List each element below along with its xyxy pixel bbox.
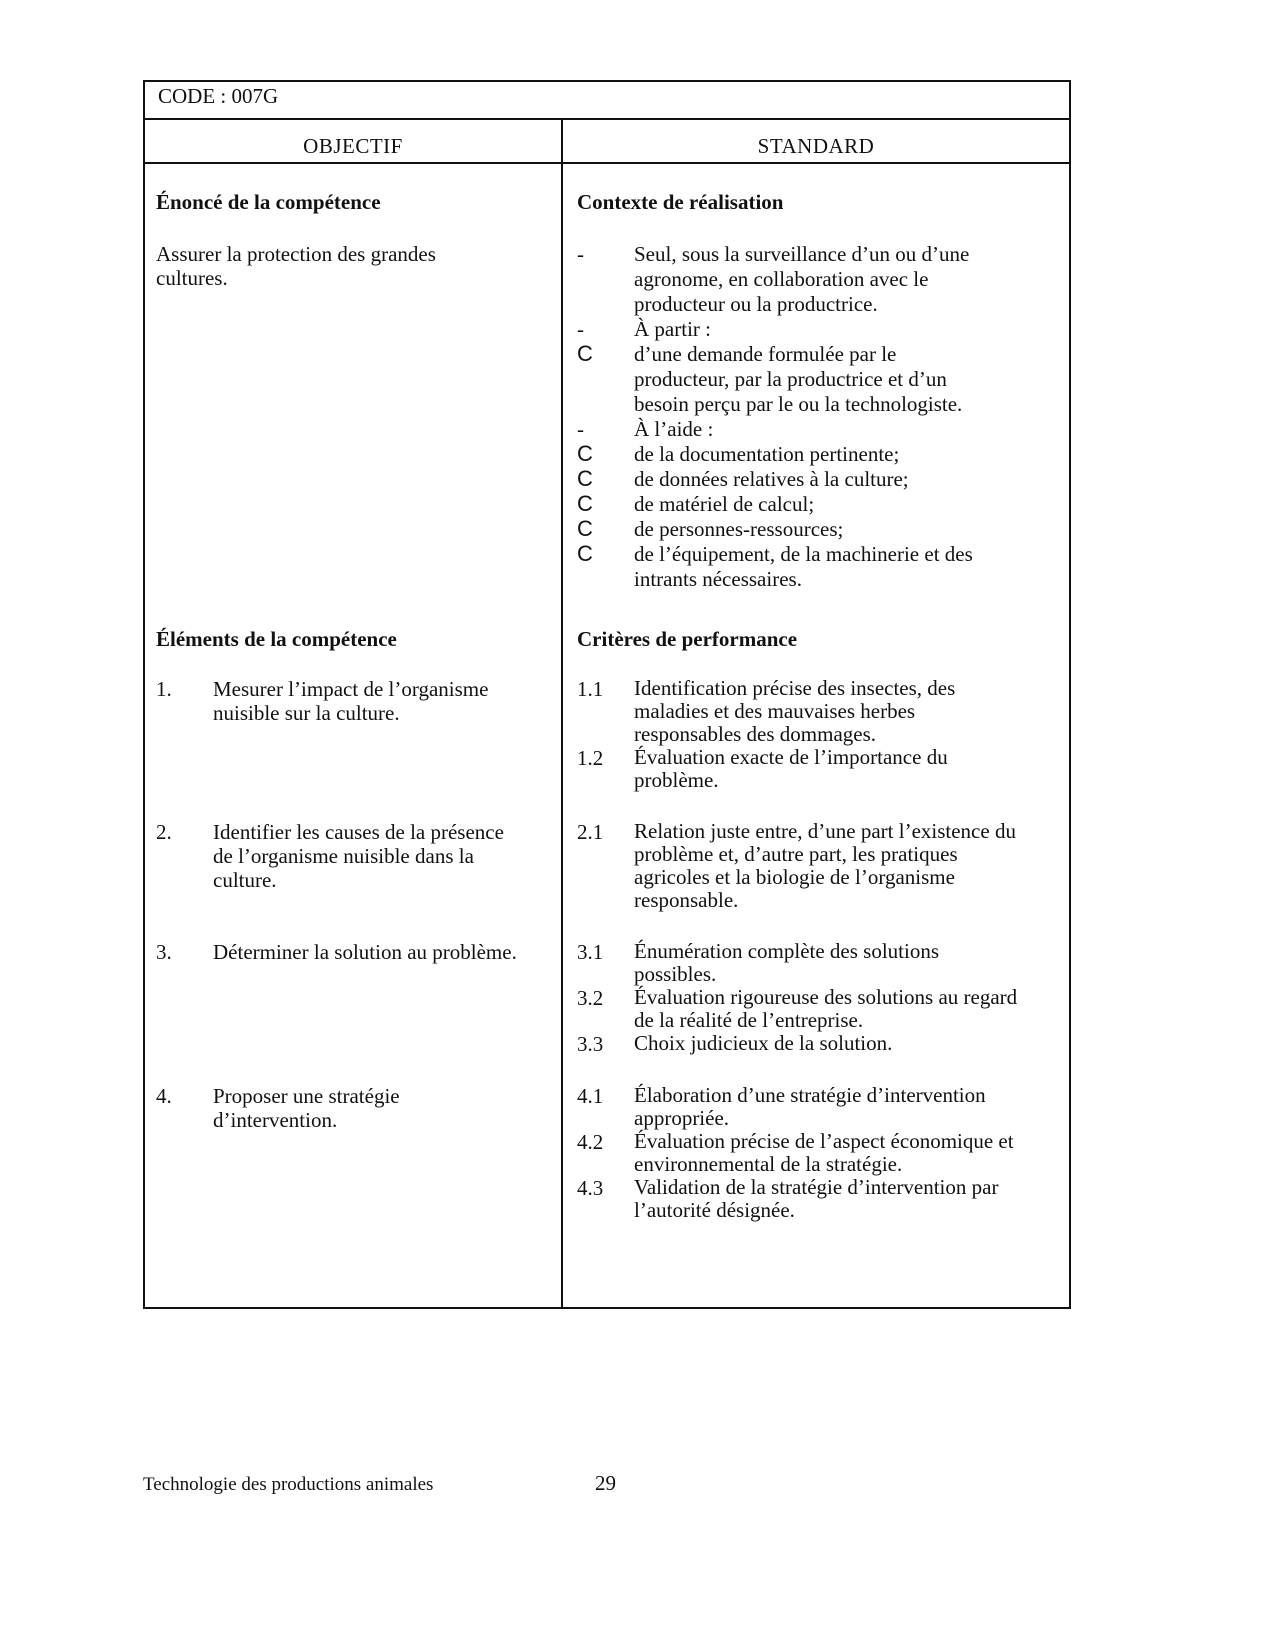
criteres-group-1 [577, 677, 1047, 792]
text-line: de l’équipement, de la machinerie et des [634, 542, 973, 566]
code-label: CODE : 007G [158, 84, 279, 108]
competency-table [143, 80, 1071, 1309]
text-line: intrants nécessaires. [634, 567, 802, 591]
text-line: culture. [213, 868, 277, 892]
contexte-heading: Contexte de réalisation [577, 190, 784, 214]
text-line: possibles. [634, 962, 717, 986]
critere-text [634, 820, 1016, 912]
text-line: agronome, en collaboration avec le [634, 267, 929, 291]
text-line: Proposer une stratégie [213, 1084, 400, 1108]
critere-number: 4.1 [577, 1084, 604, 1108]
element-number: 4. [156, 1084, 172, 1108]
objectif-header: OBJECTIF [303, 134, 403, 158]
critere-item [577, 677, 1047, 746]
bullet-marker: C [577, 541, 593, 566]
text-line: besoin perçu par le ou la technologiste. [634, 392, 963, 416]
critere-number: 2.1 [577, 820, 604, 844]
contexte-line [577, 517, 1047, 542]
critere-number: 4.2 [577, 1130, 604, 1154]
critere-number: 1.1 [577, 677, 604, 701]
criteres-heading: Critères de performance [577, 627, 798, 651]
text-line: de la réalité de l’entreprise. [634, 1008, 864, 1032]
text-line: responsables des dommages. [634, 722, 877, 746]
text-line: producteur, par la productrice et d’un [634, 367, 947, 391]
contexte-line [577, 292, 1047, 317]
text-line: agricoles et la biologie de l’organisme [634, 865, 955, 889]
text-line: Identification précise des insectes, des [634, 676, 956, 700]
text-line: de données relatives à la culture; [634, 467, 909, 491]
text-line: Mesurer l’impact de l’organisme [213, 677, 489, 701]
text-line: Évaluation rigoureuse des solutions au regard [634, 985, 1018, 1009]
text-line: Seul, sous la surveillance d’un ou d’une [634, 242, 970, 266]
text-line: nuisible sur la culture. [213, 701, 400, 725]
text-line: de personnes-ressources; [634, 517, 844, 541]
text-line: problème. [634, 768, 719, 792]
text-line: À partir : [634, 317, 711, 341]
critere-item [577, 820, 1047, 912]
element-number: 3. [156, 940, 172, 964]
contexte-line [577, 542, 1047, 567]
text-line: Élaboration d’une stratégie d’intervention [634, 1083, 986, 1107]
critere-number: 3.3 [577, 1032, 604, 1056]
elements-heading: Éléments de la compétence [156, 627, 397, 651]
dash-marker: - [577, 317, 584, 341]
element-number: 2. [156, 820, 172, 844]
critere-text [634, 1032, 892, 1055]
text-line: de matériel de calcul; [634, 492, 815, 516]
bullet-marker: C [577, 341, 593, 366]
bullet-marker: C [577, 516, 593, 541]
critere-item [577, 1084, 1047, 1130]
text-line: À l’aide : [634, 417, 714, 441]
contexte-line [577, 317, 1047, 342]
critere-text [634, 986, 1017, 1032]
critere-text [634, 1176, 998, 1222]
text-line: appropriée. [634, 1106, 730, 1130]
criteres-group-2 [577, 820, 1047, 912]
text-line: d’une demande formulée par le [634, 342, 897, 366]
contexte-line [577, 492, 1047, 517]
contexte-line [577, 242, 1047, 267]
critere-number: 1.2 [577, 746, 604, 770]
bullet-marker: C [577, 491, 593, 516]
contexte-line [577, 267, 1047, 292]
critere-item [577, 986, 1047, 1032]
dash-marker: - [577, 417, 584, 441]
critere-text [634, 1130, 1014, 1176]
contexte-line [577, 367, 1047, 392]
critere-item [577, 1130, 1047, 1176]
footer-title: Technologie des productions animales [143, 1474, 434, 1495]
critere-item [577, 1032, 1047, 1055]
enonce-text [156, 242, 556, 290]
contexte-line [577, 417, 1047, 442]
contexte-line [577, 442, 1047, 467]
text-line: Validation de la stratégie d’intervention par [634, 1175, 999, 1199]
contexte-list [577, 242, 1047, 591]
critere-text [634, 746, 948, 792]
divider [145, 162, 1069, 164]
divider [145, 118, 1069, 120]
text-line: de l’organisme nuisible dans la [213, 844, 474, 868]
text-line: Évaluation précise de l’aspect économique et [634, 1129, 1014, 1153]
text-line: Déterminer la solution au problème. [213, 940, 517, 964]
text-line: problème et, d’autre part, les pratiques [634, 842, 958, 866]
element-number: 1. [156, 677, 172, 701]
contexte-line [577, 342, 1047, 367]
text-line: cultures. [156, 266, 228, 290]
page-number: 29 [595, 1471, 616, 1495]
criteres-group-3 [577, 940, 1047, 1055]
text-line: Énumération complète des solutions [634, 939, 940, 963]
bullet-marker: C [577, 466, 593, 491]
critere-number: 3.1 [577, 940, 604, 964]
standard-header: STANDARD [757, 134, 875, 158]
critere-text [634, 940, 939, 986]
text-line: environnemental de la stratégie. [634, 1152, 903, 1176]
critere-item [577, 1176, 1047, 1222]
text-line: l’autorité désignée. [634, 1198, 795, 1222]
critere-item [577, 746, 1047, 792]
contexte-line [577, 392, 1047, 417]
text-line: Assurer la protection des grandes [156, 242, 436, 266]
text-line: Choix judicieux de la solution. [634, 1031, 893, 1055]
column-divider [561, 120, 563, 1307]
text-line: responsable. [634, 888, 739, 912]
critere-number: 3.2 [577, 986, 604, 1010]
contexte-line [577, 567, 1047, 592]
text-line: producteur ou la productrice. [634, 292, 878, 316]
critere-text [634, 1084, 986, 1130]
text-line: Évaluation exacte de l’importance du [634, 745, 948, 769]
critere-text [634, 677, 955, 746]
critere-number: 4.3 [577, 1176, 604, 1200]
critere-item [577, 940, 1047, 986]
dash-marker: - [577, 242, 584, 266]
text-line: maladies et des mauvaises herbes [634, 699, 916, 723]
text-line: d’intervention. [213, 1108, 338, 1132]
enonce-heading: Énoncé de la compétence [156, 190, 381, 214]
text-line: Identifier les causes de la présence [213, 820, 504, 844]
text-line: Relation juste entre, d’une part l’existence du [634, 819, 1016, 843]
criteres-group-4 [577, 1084, 1047, 1222]
bullet-marker: C [577, 441, 593, 466]
contexte-line [577, 467, 1047, 492]
text-line: de la documentation pertinente; [634, 442, 900, 466]
